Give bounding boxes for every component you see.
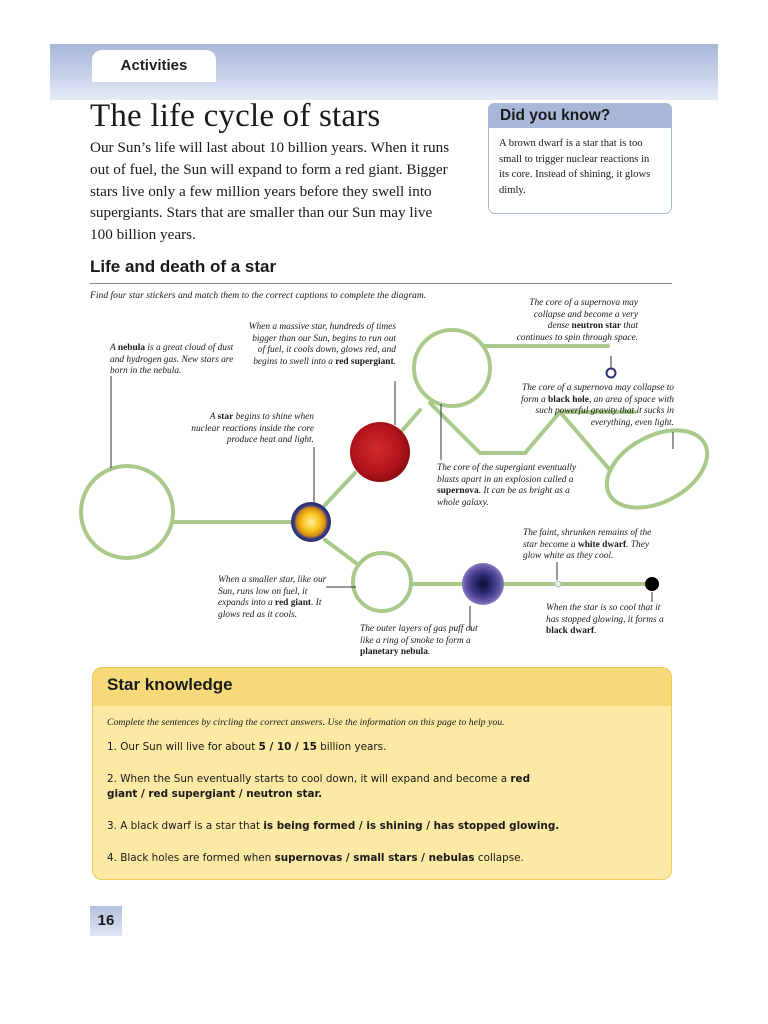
intro-paragraph: Our Sun’s life will last about 10 billion years. When it runs out of fuel, the Sun will expand to form a red giant. Bigger stars live only a few million years before they swell into supergiants. Stars that are smaller than our Sun may live 100 billion years.: [90, 139, 450, 244]
star-knowledge-panel: [92, 667, 672, 880]
white-dwarf-dot: [555, 581, 561, 587]
section-title: Life and death of a star: [90, 257, 277, 276]
red-giant-sticker-outline: [353, 553, 411, 611]
star-knowledge-header: [93, 668, 671, 706]
did-you-know-text: A brown dwarf is a star that is too small to trigger nuclear reactions in its core. Instead of shining, it glows dimly.: [499, 138, 651, 196]
page-title: The life cycle of stars: [90, 98, 381, 134]
caption-nebula: A nebula is a great cloud of dust and hydrogen gas. New stars are born in the nebula.: [110, 343, 234, 377]
red-supergiant-image: [350, 422, 410, 482]
caption-planetary-nebula: The outer layers of gas puff out like a ring of smoke to form a planetary nebula.: [360, 624, 478, 658]
page-number: 16: [90, 906, 122, 936]
nebula-sticker-outline: [81, 466, 173, 558]
black-hole-sticker-outline: [594, 415, 720, 524]
activities-tab[interactable]: Activities: [92, 50, 216, 82]
caption-red-supergiant: When a massive star, hundreds of times bigger than our Sun, begins to run out of fuel, it cools down, glows red, and begins to swell into a red supergiant.: [248, 322, 396, 367]
did-you-know-title: Did you know?: [488, 103, 672, 128]
diagram-instruction: Find four star stickers and match them to the correct captions to complete the diagram.: [90, 290, 427, 301]
caption-black-hole: The core of a supernova may collapse to form a black hole, an area of space with such powerful gravity that it sucks in everything, even light.: [520, 383, 674, 428]
supernova-sticker-outline: [414, 330, 490, 406]
black-dwarf-dot: [645, 577, 659, 591]
question-4[interactable]: 4. Black holes are formed when supernovas / small stars / nebulas collapse.: [107, 852, 524, 864]
caption-white-dwarf: The faint, shrunken remains of the star become a white dwarf. They glow white as they cool.: [523, 528, 652, 562]
caption-star: A star begins to shine when nuclear reactions inside the core produce heat and light.: [191, 412, 314, 446]
planetary-nebula-image: [462, 563, 504, 605]
caption-neutron-star: The core of a supernova may collapse and become a very dense neutron star that continues to spin through space.: [516, 298, 638, 343]
neutron-star-dot: [607, 369, 616, 378]
question-2[interactable]: 2. When the Sun eventually starts to cool down, it will expand and become a red giant / red supergiant / neutron star.: [107, 773, 531, 800]
star-knowledge-instruction: Complete the sentences by circling the correct answers. Use the information on this page to help you.: [107, 717, 505, 728]
caption-supernova: The core of the supergiant eventually blasts apart in an explosion called a supernova. It can be as bright as a whole galaxy.: [437, 463, 577, 508]
question-3[interactable]: 3. A black dwarf is a star that is being formed / is shining / has stopped glowing.: [107, 820, 560, 832]
caption-black-dwarf: When the star is so cool that it has stopped glowing, it forms a black dwarf.: [546, 603, 664, 637]
caption-red-giant: When a smaller star, like our Sun, runs low on fuel, it expands into a red giant. It glows red as it cools.: [218, 575, 327, 620]
star-image: [291, 502, 331, 542]
star-knowledge-title: Star knowledge: [107, 675, 233, 694]
question-1[interactable]: 1. Our Sun will live for about 5 / 10 / 15 billion years.: [107, 741, 387, 753]
